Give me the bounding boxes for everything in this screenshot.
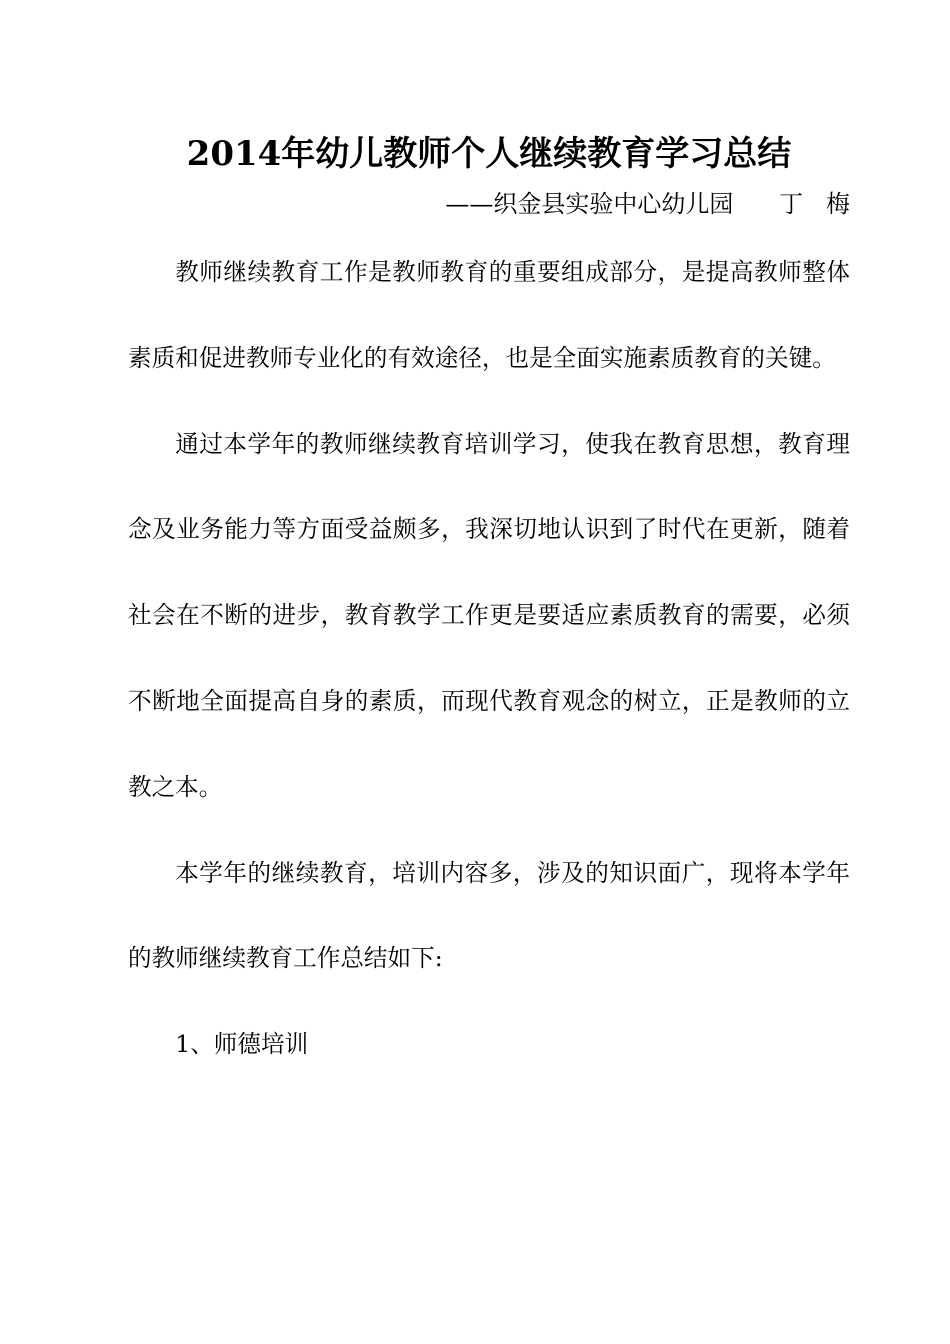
document-title: 2014年幼儿教师个人继续教育学习总结 [186, 134, 792, 174]
paragraph-summary-intro: 本学年的继续教育，培训内容多，涉及的知识面广，现将本学年的教师继续教育工作总结如下: [128, 858, 850, 973]
paragraph-reflection: 通过本学年的教师继续教育培训学习，使我在教育思想，教育理念及业务能力等方面受益颇多，我深切地认识到了时代在更新，随着社会在不断的进步，教育教学工作更是要适应素质教育的需要，必须不断地全面提高自身的素质，而现代教育观念的树立，正是教师的立教之本。 [128, 429, 850, 801]
section-heading: 1、师德培训 [175, 1030, 309, 1059]
paragraph-intro: 教师继续教育工作是教师教育的重要组成部分，是提高教师整体素质和促进教师专业化的有效途径，也是全面实施素质教育的关键。 [128, 258, 850, 372]
document-body [128, 230, 850, 1088]
document-byline: ——织金县实验中心幼儿园 丁 梅 [445, 190, 850, 218]
